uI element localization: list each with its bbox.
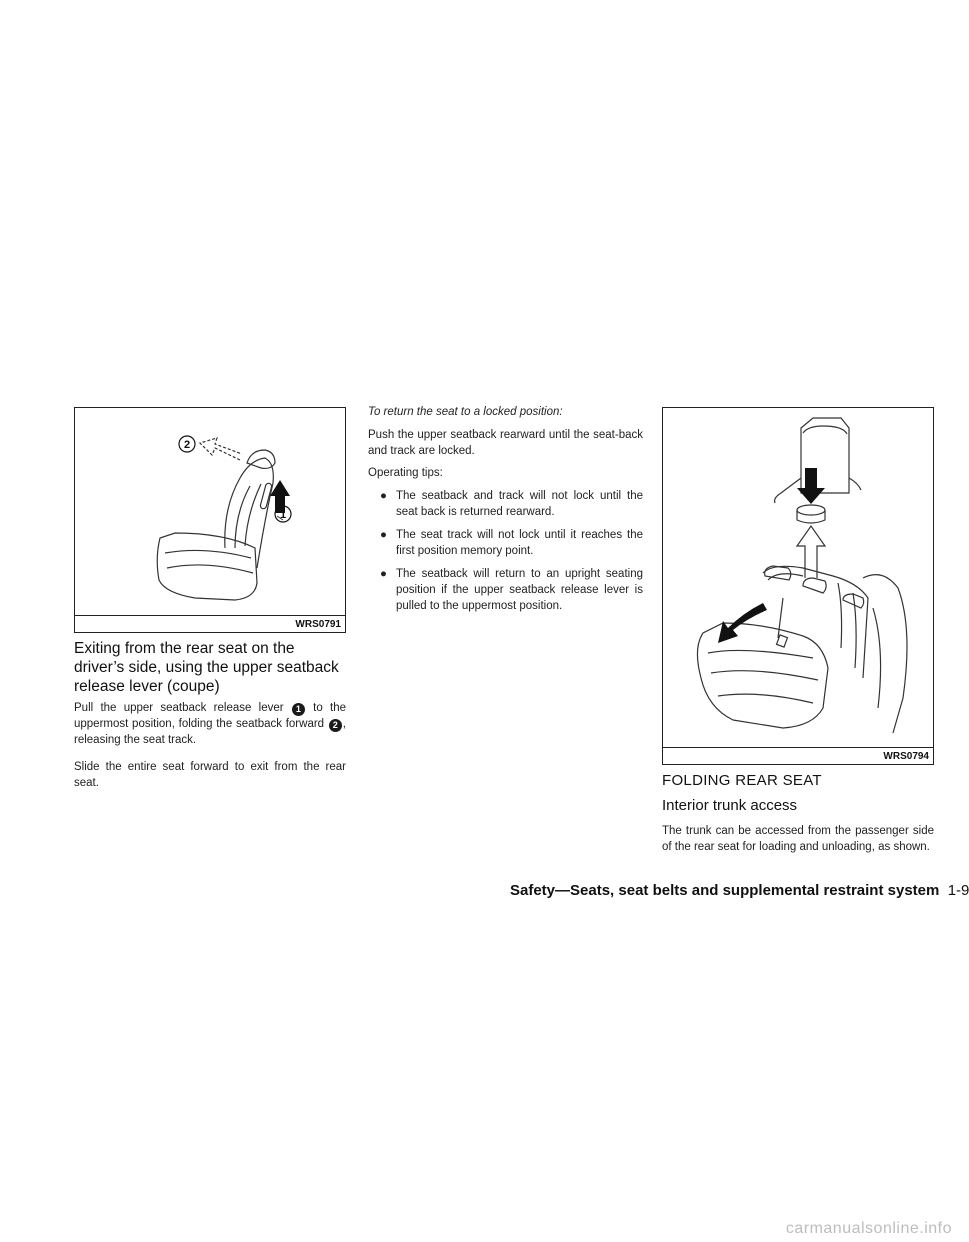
operating-tips-label: Operating tips: xyxy=(368,467,443,479)
figure-caption-rule xyxy=(75,615,345,616)
tip-text: The seat track will not lock until it reaches the first position memory point. xyxy=(396,529,643,557)
exit-paragraph-2: Slide the entire seat forward to exit from the rear seat. xyxy=(74,761,346,789)
section-heading-folding: FOLDING REAR SEAT xyxy=(662,772,822,789)
page-footer xyxy=(510,882,969,899)
figure-code: WRS0794 xyxy=(883,751,929,762)
exit-paragraph-1 xyxy=(74,700,346,748)
return-paragraph: Push the upper seatback rearward until the seat-back and track are locked. xyxy=(368,429,643,457)
section-subheading-trunk: Interior trunk access xyxy=(662,797,798,814)
seat-figure-right xyxy=(662,407,934,765)
exit-text-b: to the uppermost position, folding the seatback forward xyxy=(74,702,347,730)
bullet-icon: ● xyxy=(380,529,387,541)
seat-figure-left xyxy=(74,407,346,633)
exit-text-c: , releasing the seat track. xyxy=(74,718,346,746)
bullet-icon: ● xyxy=(380,490,387,502)
tip-item xyxy=(378,527,643,559)
tip-item xyxy=(378,488,643,520)
operating-tips-list xyxy=(378,488,643,621)
figure-caption-rule xyxy=(663,747,933,748)
tip-item xyxy=(378,566,643,614)
tip-text: The seatback will return to an upright seating position if the upper seatback release lever is pulled to the uppermost position. xyxy=(396,568,643,612)
callout-1-label: 1 xyxy=(279,509,287,521)
folding-paragraph: The trunk can be accessed from the passenger side of the rear seat for loading and unloading, as shown. xyxy=(662,825,934,853)
rear-seat-illustration xyxy=(663,408,933,748)
tip-text: The seatback and track will not lock until the seat back is returned rearward. xyxy=(396,490,643,518)
section-heading-exit: Exiting from the rear seat on the driver’s side, using the upper seatback release lever (coupe) xyxy=(74,640,339,695)
return-subheading: To return the seat to a locked position: xyxy=(368,406,563,418)
watermark: carmanualsonline.info xyxy=(785,1220,952,1237)
figure-code: WRS0791 xyxy=(295,619,341,630)
seat-lever-illustration xyxy=(75,408,345,616)
callout-2-label: 2 xyxy=(183,439,191,451)
callout-2-inline: 2 xyxy=(329,719,342,732)
footer-chapter-title: Safety—Seats, seat belts and supplemental restraint system xyxy=(510,882,940,899)
exit-text-a: Pull the upper seatback release lever xyxy=(74,702,284,714)
callout-1-inline: 1 xyxy=(292,703,305,716)
bullet-icon: ● xyxy=(380,568,387,580)
page-number: 1-9 xyxy=(947,882,969,899)
